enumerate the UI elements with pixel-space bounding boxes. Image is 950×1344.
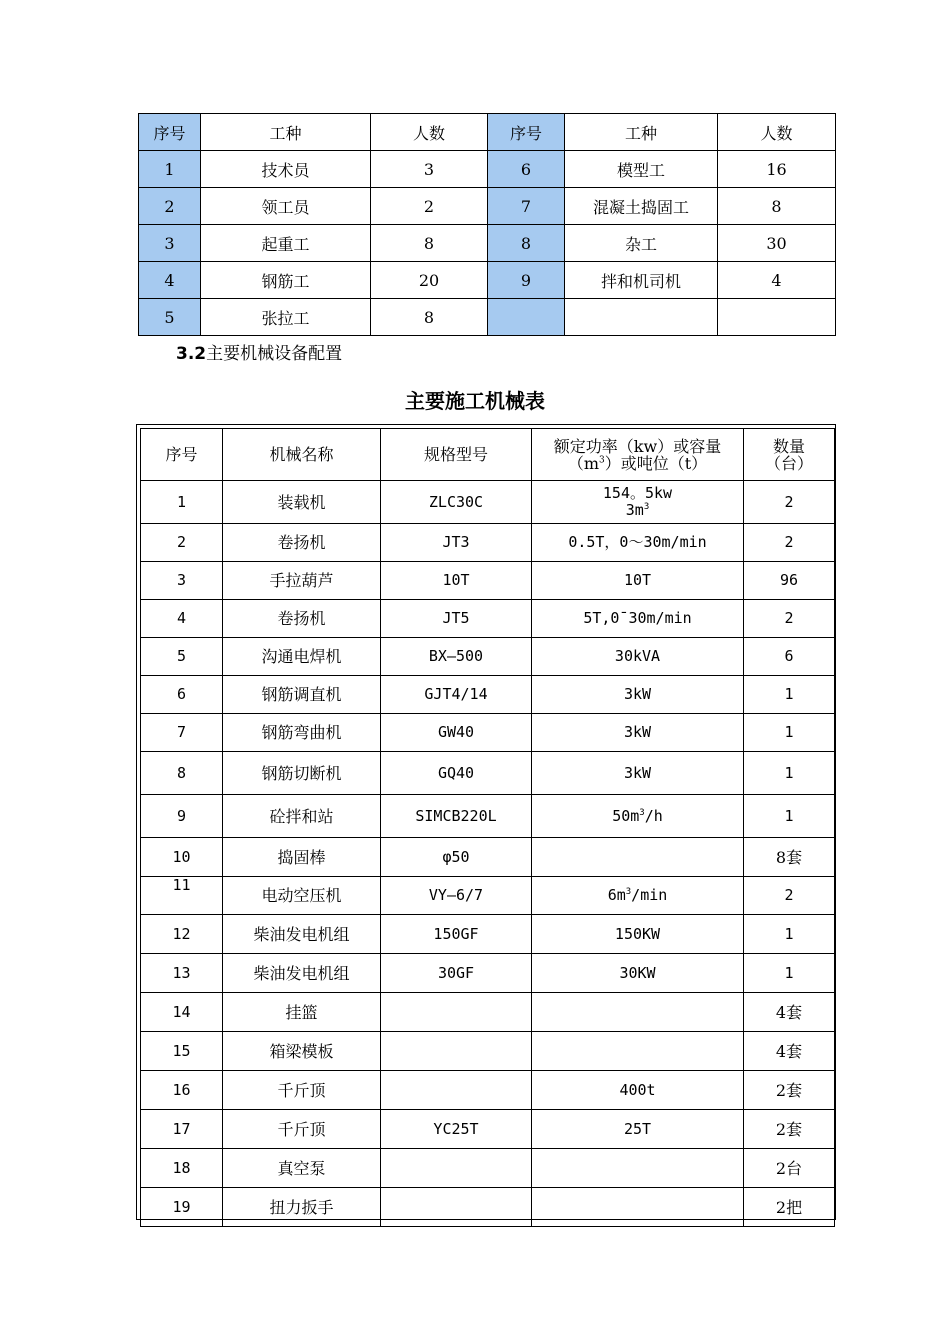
machine-cell-model — [381, 993, 532, 1032]
machine-table-frame — [136, 424, 836, 1220]
machine-cell-seq: 11 — [141, 877, 223, 915]
staff-header-count: 人数 — [371, 114, 488, 151]
staff-cell-seq: 2 — [139, 188, 201, 225]
staff-header-trade: 工种 — [565, 114, 718, 151]
machine-cell-name: 扭力扳手 — [223, 1188, 381, 1227]
machine-cell-qty: 1 — [744, 752, 835, 795]
machine-cell-name: 沟通电焊机 — [223, 638, 381, 676]
staff-cell-trade: 张拉工 — [201, 299, 371, 336]
machine-cell-qty: 2 — [744, 524, 835, 562]
machine-cell-power — [532, 993, 744, 1032]
machine-cell-seq: 16 — [141, 1071, 223, 1110]
machine-row — [141, 524, 835, 562]
staff-cell-trade — [565, 299, 718, 336]
machine-header-row — [141, 429, 835, 481]
machine-cell-name: 手拉葫芦 — [223, 562, 381, 600]
power-header-line2: $(m^3)$或吨位（t） — [567, 453, 708, 473]
machine-cell-qty: 1 — [744, 795, 835, 838]
machine-cell-qty: 2 — [744, 481, 835, 524]
staff-cell-seq: 1 — [139, 151, 201, 188]
machine-cell-power: 5T,0¯30m/min — [532, 600, 744, 638]
machine-cell-qty: 6 — [744, 638, 835, 676]
machine-header-seq: 序号 — [141, 429, 223, 481]
machine-cell-power: 3kW — [532, 676, 744, 714]
machine-cell-qty: 4套 — [744, 1032, 835, 1071]
staff-cell-count: 8 — [371, 299, 488, 336]
machine-cell-model: ZLC30C — [381, 481, 532, 524]
qty-header-line2: （台） — [764, 453, 813, 473]
machine-header-qty — [744, 429, 835, 481]
machine-cell-model — [381, 1071, 532, 1110]
machine-cell-qty: 2把 — [744, 1188, 835, 1227]
machine-cell-name: 千斤顶 — [223, 1110, 381, 1149]
staff-cell-trade: 钢筋工 — [201, 262, 371, 299]
staff-cell-trade: 技术员 — [201, 151, 371, 188]
machine-cell-seq: 5 — [141, 638, 223, 676]
staff-row — [139, 151, 836, 188]
machine-header-power — [532, 429, 744, 481]
staff-cell-trade: 起重工 — [201, 225, 371, 262]
machine-header-name: 机械名称 — [223, 429, 381, 481]
machine-row — [141, 838, 835, 877]
machine-table — [140, 428, 835, 1227]
machine-cell-seq: 18 — [141, 1149, 223, 1188]
machine-cell-seq: 3 — [141, 562, 223, 600]
staff-row — [139, 262, 836, 299]
machine-cell-model: JT5 — [381, 600, 532, 638]
machine-cell-model: BX—500 — [381, 638, 532, 676]
machine-cell-seq: 13 — [141, 954, 223, 993]
machine-cell-seq: 15 — [141, 1032, 223, 1071]
machine-cell-seq: 2 — [141, 524, 223, 562]
machine-cell-model: φ50 — [381, 838, 532, 877]
machine-cell-name: 箱梁模板 — [223, 1032, 381, 1071]
staff-cell-trade: 模型工 — [565, 151, 718, 188]
staff-header-seq: 序号 — [488, 114, 565, 151]
machine-cell-seq: 8 — [141, 752, 223, 795]
machine-cell-model: SIMCB220L — [381, 795, 532, 838]
machine-cell-power: 10T — [532, 562, 744, 600]
machine-cell-name: 砼拌和站 — [223, 795, 381, 838]
machine-cell-seq: 14 — [141, 993, 223, 1032]
machine-row — [141, 795, 835, 838]
section-heading — [176, 339, 342, 364]
staff-cell-seq: 5 — [139, 299, 201, 336]
machine-cell-power — [532, 1188, 744, 1227]
staff-cell-count: 2 — [371, 188, 488, 225]
machine-cell-power: 30kVA — [532, 638, 744, 676]
staff-cell-trade: 拌和机司机 — [565, 262, 718, 299]
machine-cell-power: 3kW — [532, 714, 744, 752]
machine-cell-qty: 96 — [744, 562, 835, 600]
machine-cell-model — [381, 1032, 532, 1071]
staff-header-trade: 工种 — [201, 114, 371, 151]
machine-cell-name: 钢筋弯曲机 — [223, 714, 381, 752]
staff-table — [138, 113, 836, 336]
machine-cell-seq: 1 — [141, 481, 223, 524]
machine-cell-qty: 2 — [744, 877, 835, 915]
machine-cell-name: 千斤顶 — [223, 1071, 381, 1110]
machine-cell-qty: 4套 — [744, 993, 835, 1032]
machine-row — [141, 1188, 835, 1227]
machine-cell-seq: 17 — [141, 1110, 223, 1149]
machine-cell-power — [532, 1032, 744, 1071]
machine-cell-name: 卷扬机 — [223, 524, 381, 562]
staff-cell-trade: 领工员 — [201, 188, 371, 225]
machine-row — [141, 915, 835, 954]
staff-row — [139, 188, 836, 225]
machine-cell-seq: 7 — [141, 714, 223, 752]
machine-cell-power: 154。5kw $3m^3$ — [532, 481, 744, 524]
machine-cell-model: VY—6/7 — [381, 877, 532, 915]
staff-cell-seq: 4 — [139, 262, 201, 299]
machine-cell-name: 卷扬机 — [223, 600, 381, 638]
machine-cell-name: 装载机 — [223, 481, 381, 524]
machine-header-model: 规格型号 — [381, 429, 532, 481]
machine-row — [141, 600, 835, 638]
machine-cell-model: GJT4/14 — [381, 676, 532, 714]
machine-row — [141, 1110, 835, 1149]
machine-cell-model: 30GF — [381, 954, 532, 993]
staff-cell-count: 4 — [718, 262, 836, 299]
machine-cell-seq: 19 — [141, 1188, 223, 1227]
machine-cell-power: 400t — [532, 1071, 744, 1110]
machine-row — [141, 638, 835, 676]
machine-cell-power: 3kW — [532, 752, 744, 795]
staff-header-seq: 序号 — [139, 114, 201, 151]
machine-cell-qty: 8套 — [744, 838, 835, 877]
machine-cell-seq: 12 — [141, 915, 223, 954]
machine-row — [141, 1071, 835, 1110]
machine-cell-power: 25T — [532, 1110, 744, 1149]
machine-row — [141, 877, 835, 915]
staff-cell-count — [718, 299, 836, 336]
machine-cell-model: GQ40 — [381, 752, 532, 795]
staff-cell-count: 30 — [718, 225, 836, 262]
machine-cell-qty: 2套 — [744, 1110, 835, 1149]
machine-cell-model — [381, 1188, 532, 1227]
staff-cell-count: 8 — [371, 225, 488, 262]
machine-row — [141, 714, 835, 752]
machine-row — [141, 562, 835, 600]
machine-cell-name: 柴油发电机组 — [223, 915, 381, 954]
machine-cell-name: 钢筋切断机 — [223, 752, 381, 795]
machine-cell-power — [532, 838, 744, 877]
machine-cell-seq: 4 — [141, 600, 223, 638]
staff-cell-count: 20 — [371, 262, 488, 299]
staff-row — [139, 225, 836, 262]
machine-cell-name: 柴油发电机组 — [223, 954, 381, 993]
machine-row — [141, 752, 835, 795]
machine-cell-seq: 10 — [141, 838, 223, 877]
section-title: 主要机械设备配置 — [206, 344, 343, 364]
staff-cell-trade: 杂工 — [565, 225, 718, 262]
staff-cell-count: 3 — [371, 151, 488, 188]
staff-cell-seq: 6 — [488, 151, 565, 188]
machine-row — [141, 1032, 835, 1071]
machine-cell-name: 挂篮 — [223, 993, 381, 1032]
machine-cell-qty: 1 — [744, 915, 835, 954]
machine-cell-model: YC25T — [381, 1110, 532, 1149]
machine-cell-seq: 9 — [141, 795, 223, 838]
machine-cell-qty: 2台 — [744, 1149, 835, 1188]
machine-cell-qty: 2 — [744, 600, 835, 638]
staff-cell-count: 8 — [718, 188, 836, 225]
machine-cell-seq: 6 — [141, 676, 223, 714]
staff-cell-seq — [488, 299, 565, 336]
machine-cell-qty: 1 — [744, 676, 835, 714]
machine-cell-power: $6m^3/\min$ — [532, 877, 744, 915]
machine-cell-qty: 1 — [744, 714, 835, 752]
machine-cell-name: 捣固棒 — [223, 838, 381, 877]
machine-cell-power: 30KW — [532, 954, 744, 993]
qty-header-line1: 数量 — [772, 436, 805, 456]
staff-cell-seq: 9 — [488, 262, 565, 299]
machine-table-title: 主要施工机械表 — [405, 389, 545, 413]
staff-header-row — [139, 114, 836, 151]
staff-cell-trade: 混凝土捣固工 — [565, 188, 718, 225]
machine-cell-power: 0.5T，0～30m/min — [532, 524, 744, 562]
machine-row — [141, 1149, 835, 1188]
machine-row — [141, 676, 835, 714]
machine-cell-model — [381, 1149, 532, 1188]
machine-row — [141, 993, 835, 1032]
machine-cell-model: 10T — [381, 562, 532, 600]
machine-cell-name: 钢筋调直机 — [223, 676, 381, 714]
staff-cell-seq: 8 — [488, 225, 565, 262]
machine-cell-model: GW40 — [381, 714, 532, 752]
machine-cell-model: JT3 — [381, 524, 532, 562]
machine-cell-name: 电动空压机 — [223, 877, 381, 915]
staff-cell-seq: 7 — [488, 188, 565, 225]
machine-cell-qty: 2套 — [744, 1071, 835, 1110]
machine-cell-qty: 1 — [744, 954, 835, 993]
power-header-line1: 额定功率（kw）或容量 — [553, 436, 722, 456]
staff-row — [139, 299, 836, 336]
staff-cell-seq: 3 — [139, 225, 201, 262]
machine-cell-name: 真空泵 — [223, 1149, 381, 1188]
staff-cell-count: 16 — [718, 151, 836, 188]
section-number: 3.2 — [176, 344, 207, 364]
machine-cell-power: 150KW — [532, 915, 744, 954]
machine-row — [141, 954, 835, 993]
staff-header-count: 人数 — [718, 114, 836, 151]
machine-cell-power — [532, 1149, 744, 1188]
machine-row — [141, 481, 835, 524]
machine-cell-power: $50m^3/h$ — [532, 795, 744, 838]
machine-cell-model: 150GF — [381, 915, 532, 954]
